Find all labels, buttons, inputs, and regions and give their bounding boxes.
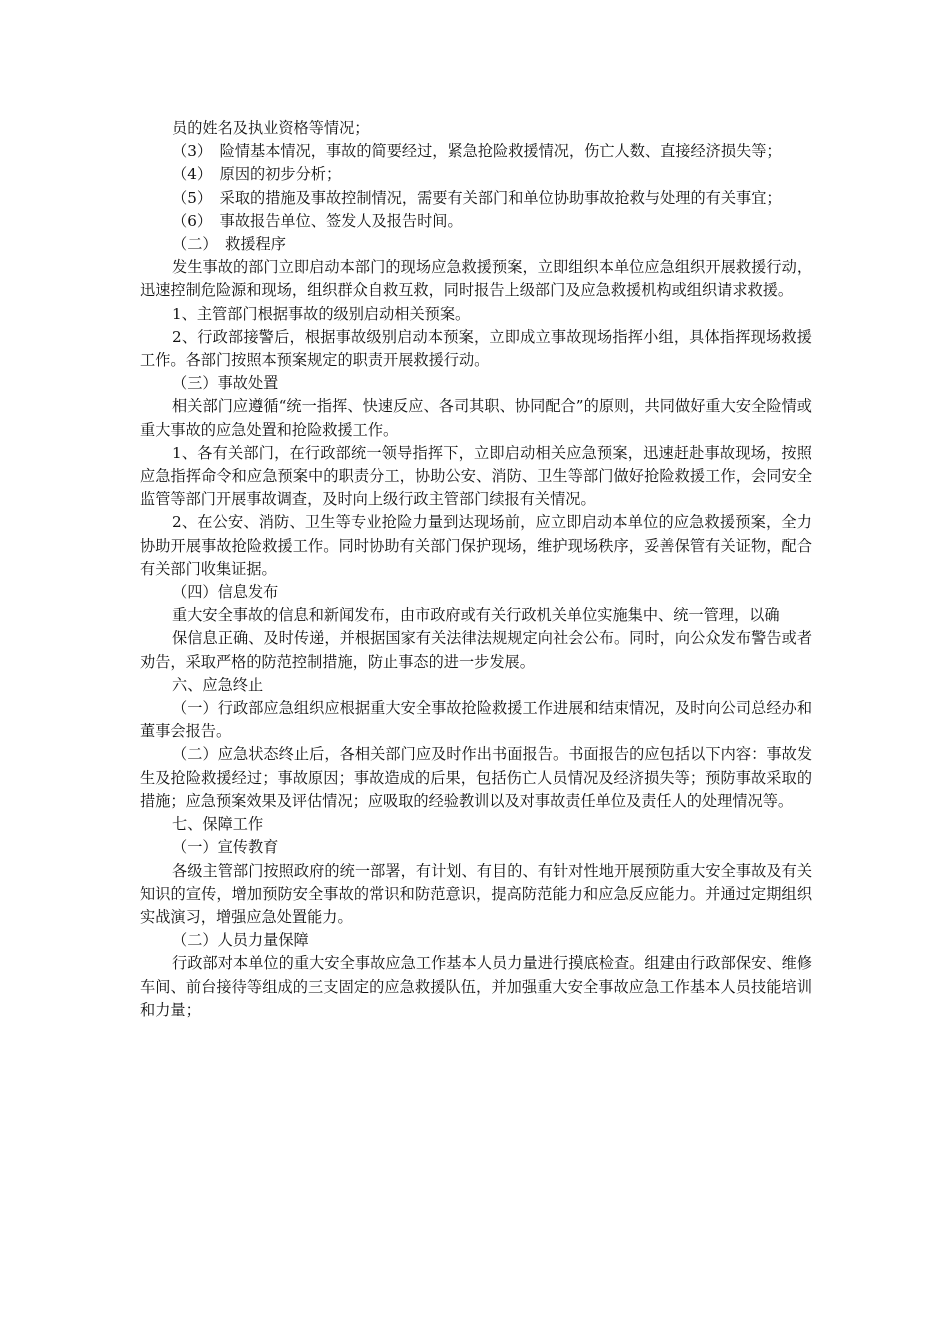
paragraph: 各级主管部门按照政府的统一部署，有计划、有目的、有针对性地开展预防重大安全事故及有关知识的宣传，增加预防安全事故的常识和防范意识，提高防范能力和应急反应能力。并通过定期组织实战演习，增强应急处置能力。 <box>140 861 812 926</box>
section-heading: 六、应急终止 <box>172 675 264 694</box>
paragraph: 2、行政部接警后，根据事故级别启动本预案，立即成立事故现场指挥小组，具体指挥现场救援工作。各部门按照本预案规定的职责开展救援行动。 <box>140 327 812 370</box>
section-heading: （三）事故处置 <box>172 374 279 393</box>
paragraph: （5） 采取的措施及事故控制情况，需要有关部门和单位协助事故抢救与处理的有关事宜； <box>172 188 782 207</box>
paragraph: 相关部门应遵循“统一指挥、快速反应、各司其职、协同配合”的原则，共同做好重大安全险情或重大事故的应急处置和抢险救援工作。 <box>140 397 812 439</box>
paragraph: 2、在公安、消防、卫生等专业抢险力量到达现场前，应立即启动本单位的应急救援预案，全力协助开展事故抢险救援工作。同时协助有关部门保护现场，维护现场秩序，妥善保管有关证物，配合有关部门收集证据。 <box>140 513 812 578</box>
paragraph: （6） 事故报告单位、签发人及报告时间。 <box>172 211 463 230</box>
paragraph: 1、各有关部门，在行政部统一领导指挥下，立即启动相关应急预案，迅速赶赴事故现场，按照应急指挥命令和应急预案中的职责分工，协助公安、消防、卫生等部门做好抢险救援工作，会同安全监管等部门开展事故调查，及时向上级行政主管部门续报有关情况。 <box>140 443 812 509</box>
paragraph: （二）应急状态终止后，各相关部门应及时作出书面报告。书面报告的应包括以下内容：事故发生及抢险救援经过；事故原因；事故造成的后果，包括伤亡人员情况及经济损失等；预防事故采取的措施；应急预案效果及评估情况；应吸取的经验教训以及对事故责任单位及责任人的处理情况等。 <box>140 745 812 810</box>
paragraph: （4） 原因的初步分析； <box>172 165 342 184</box>
paragraph: 保信息正确、及时传递，并根据国家有关法律法规规定向社会公布。同时，向公众发布警告或者劝告，采取严格的防范控制措施，防止事态的进一步发展。 <box>140 629 812 671</box>
section-heading: （一）宣传教育 <box>172 838 279 857</box>
paragraph: （一）行政部应急组织应根据重大安全事故抢险救援工作进展和结束情况，及时向公司总经办和董事会报告。 <box>140 699 812 741</box>
section-heading: （二）人员力量保障 <box>172 931 309 950</box>
section-heading: 七、保障工作 <box>172 815 264 834</box>
paragraph: （3） 险情基本情况，事故的简要经过，紧急抢险救援情况，伤亡人数、直接经济损失等； <box>172 142 782 161</box>
paragraph: 发生事故的部门立即启动本部门的现场应急救援预案，立即组织本单位应急组织开展救援行动，迅速控制危险源和现场，组织群众自救互救，同时报告上级部门及应急救援机构或组织请求救援。 <box>140 258 812 300</box>
document-body <box>140 117 812 1022</box>
paragraph: 员的姓名及执业资格等情况； <box>172 119 370 137</box>
paragraph: 重大安全事故的信息和新闻发布，由市政府或有关行政机关单位实施集中、统一管理，以确 <box>172 606 780 625</box>
paragraph: 1、主管部门根据事故的级别启动相关预案。 <box>172 304 471 323</box>
section-heading: （四）信息发布 <box>172 583 279 602</box>
paragraph: 行政部对本单位的重大安全事故应急工作基本人员力量进行摸底检查。组建由行政部保安、维修车间、前台接待等组成的三支固定的应急救援队伍，并加强重大安全事故应急工作基本人员技能培训和力量； <box>140 954 812 1019</box>
section-heading: （二） 救援程序 <box>172 235 286 254</box>
